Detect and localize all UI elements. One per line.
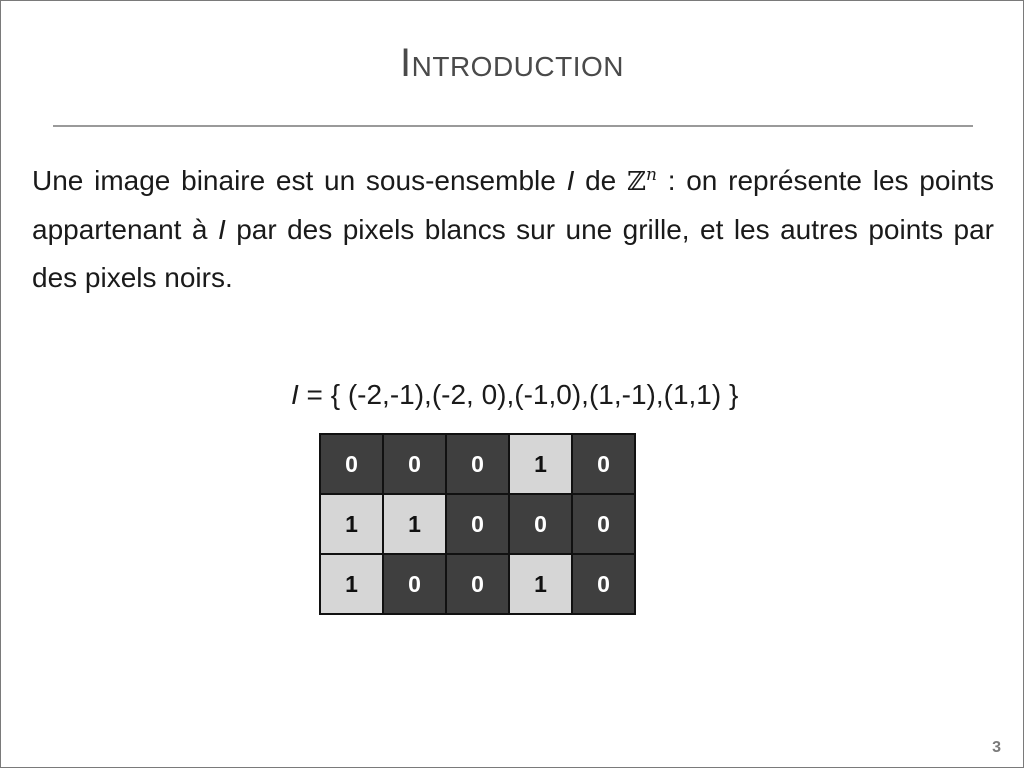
grid-cell: 0 [446, 554, 509, 614]
grid-cell: 0 [320, 434, 383, 494]
grid-row [320, 554, 635, 614]
grid-cell: 1 [509, 554, 572, 614]
grid-cell: 1 [383, 494, 446, 554]
set-name-2: I [217, 214, 226, 245]
grid-cell: 0 [383, 554, 446, 614]
integer-set-symbol [627, 167, 657, 197]
page-number: 3 [992, 739, 1001, 756]
slide-title: Introduction [400, 41, 624, 85]
para-text-2: de [574, 165, 628, 196]
grid-cell: 0 [383, 434, 446, 494]
grid-cell: 0 [572, 434, 635, 494]
set-formula [291, 379, 738, 411]
title-divider [53, 125, 973, 127]
grid-cell: 1 [509, 434, 572, 494]
grid-cell: 0 [572, 494, 635, 554]
grid-row [320, 494, 635, 554]
para-text-1: Une image binaire est un sous-ensemble [32, 165, 567, 196]
formula-text: = { (-2,-1),(-2, 0),(-1,0),(1,-1),(1,1) } [298, 379, 739, 410]
binary-grid [319, 433, 636, 615]
para-text-3: : on représente les points appartenant à [32, 165, 995, 245]
grid-cell: 0 [572, 554, 635, 614]
set-name: I [566, 165, 575, 196]
grid-cell: 0 [509, 494, 572, 554]
intro-paragraph [32, 151, 994, 302]
para-text-4: par des pixels blancs sur une grille, et les autres points par des pixels noirs. [32, 214, 994, 293]
grid-row [320, 434, 635, 494]
math-set: ℤ [627, 167, 646, 197]
grid-cell: 0 [446, 494, 509, 554]
grid-cell: 1 [320, 554, 383, 614]
math-exponent: n [646, 165, 657, 185]
formula-set-name: I [291, 379, 299, 410]
grid-cell: 1 [320, 494, 383, 554]
grid-cell: 0 [446, 434, 509, 494]
